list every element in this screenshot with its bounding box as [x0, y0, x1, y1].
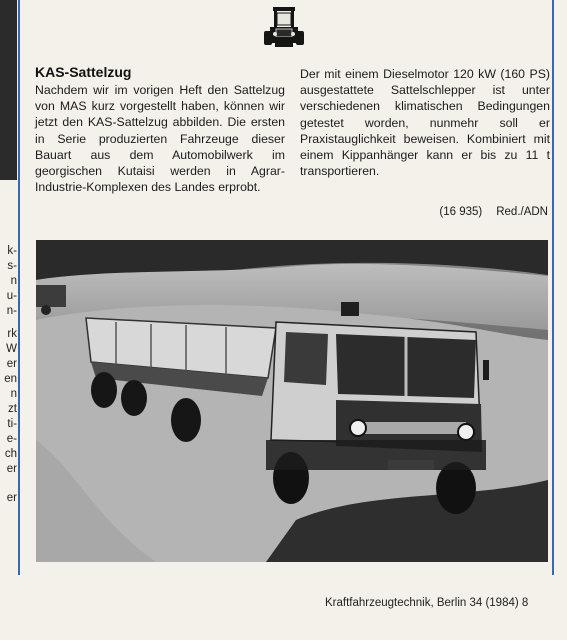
fragment-line: n-	[6, 305, 17, 317]
vintage-truck-icon	[261, 5, 307, 53]
truck-photo-image	[36, 240, 548, 562]
fragment-line: n	[10, 388, 17, 400]
credit-line: Red./ADN	[496, 206, 548, 218]
article-title: KAS-Sattelzug	[35, 64, 132, 80]
fragment-gap	[0, 319, 17, 327]
column-rule-right	[552, 0, 554, 575]
fragment-line: k-	[7, 245, 17, 257]
fragment-line: n	[10, 275, 17, 287]
fragment-line: er	[6, 463, 17, 475]
fragment-line: e-	[6, 433, 17, 445]
fragment-line: W	[6, 343, 17, 355]
previous-column-photo-edge	[0, 0, 17, 180]
article-paragraph: Der mit einem Dieselmotor 120 kW (160 PS) ausgestattete Sattelschlepper ist unter verschiedenen klimatischen Bedingungen getestet worden, nunmehr soll er Praxistauglichkeit beweisen. Kombiniert mit einem Kippanhänger kann er bis zu 11 t transportieren.	[300, 67, 550, 179]
fragment-line: rk	[7, 328, 17, 340]
fragment-line: zt	[8, 403, 17, 415]
reference-line	[300, 206, 548, 218]
fragment-line: er	[6, 358, 17, 370]
truck-photo	[36, 240, 548, 562]
fragment-line: u-	[6, 290, 17, 302]
footer-citation: Kraftfahrzeugtechnik, Berlin 34 (1984) 8	[325, 597, 529, 609]
fragment-line: er	[6, 492, 17, 504]
column-rule-left	[18, 0, 20, 575]
reference-number: (16 935)	[439, 206, 483, 218]
fragment-line: ch	[4, 448, 17, 460]
fragment-line: en	[4, 373, 17, 385]
fragment-gap	[0, 477, 17, 491]
fragment-line: ti-	[7, 418, 17, 430]
article-column-left	[35, 82, 285, 195]
article-paragraph: Nachdem wir im vorigen Heft den Sattelzug von MAS kurz vorgestellt haben, können wir jetzt den KAS-Sattelzug abbilden. Die ersten in Serie produzierten Fahrzeuge dieser Bauart aus dem Automobilwerk im georgischen Kutaisi werden in Agrar-Industrie-Komplexen des Landes erprobt.	[35, 83, 285, 195]
previous-column-text	[0, 244, 17, 506]
article-column-right	[300, 66, 550, 179]
fragment-line: s-	[7, 260, 17, 272]
